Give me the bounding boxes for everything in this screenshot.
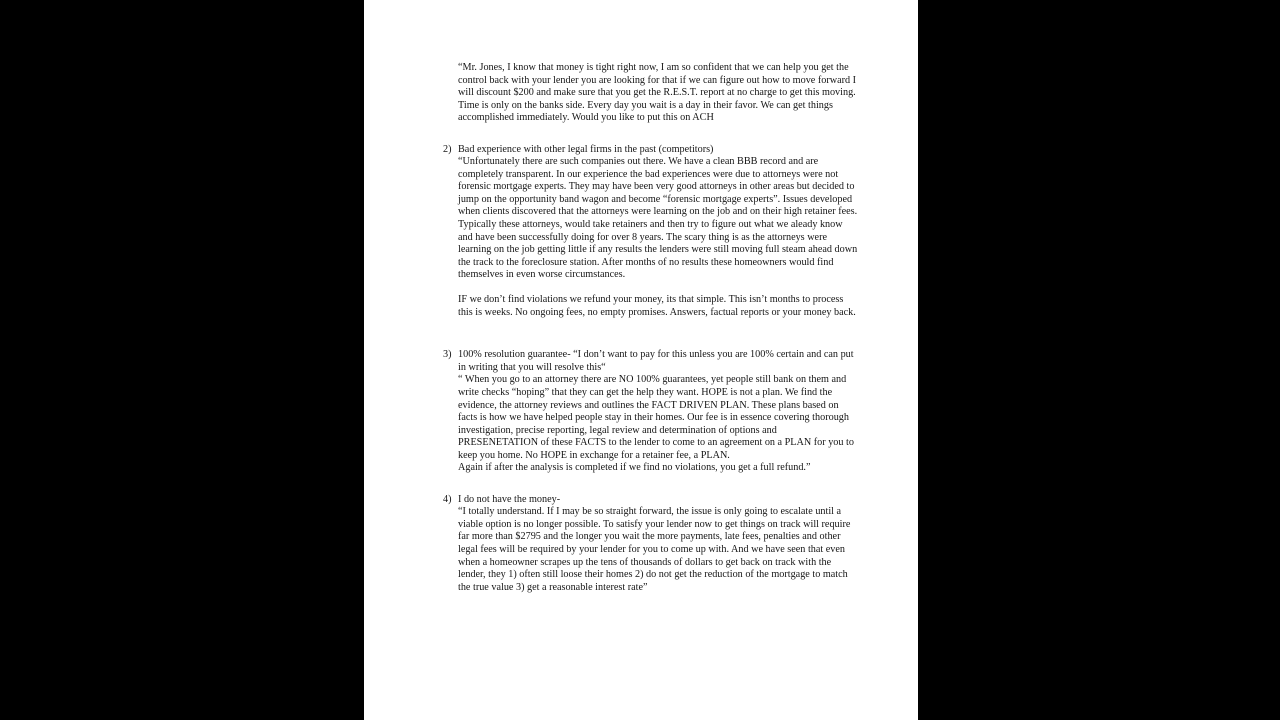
list-item-4 xyxy=(443,494,858,594)
paragraph-intro-quote: “Mr. Jones, I know that money is tight right now, I am so confident that we can help you get the control back with your lender you are looking for that if we can figure out how to move forward I will discount $200 and make sure that you get the R.E.S.T. report at no charge to get this moving. Time is only on the banks side. Every day you wait is a day in their favor. We can get things accomplished immediately. Would you like to put this on ACH xyxy=(458,62,857,124)
list-item-2-refund-note: IF we don’t find violations we refund your money, its that simple. This isn’t months to process this is weeks. No ongoing fees, no empty promises. Answers, factual reports or your money back. xyxy=(458,294,856,318)
list-item-3-body: “ When you go to an attorney there are NO 100% guarantees, yet people still bank on them and write checks “hoping” that they can get the help they want. HOPE is not a plan. We find the evidence, the attorney reviews and outlines the FACT DRIVEN PLAN. These plans based on facts is how we have helped people stay in their homes. Our fee is in essence covering thorough investigation, precise reporting, legal review and determination of options and PRESENETATION of these FACTS to the lender to come to an agreement on a PLAN for you to keep you home. No HOPE in exchange for a retainer fee, a PLAN. xyxy=(458,374,854,461)
list-marker-4: 4) xyxy=(443,493,452,505)
list-item-3-closing: Again if after the analysis is completed if we find no violations, you get a full refund.” xyxy=(458,462,811,474)
list-item-3 xyxy=(443,349,858,474)
list-marker-2: 2) xyxy=(443,143,452,155)
list-item-3-heading: 100% resolution guarantee- “I don’t want to pay for this unless you are 100% certain and can put in writing that you will resolve this“ xyxy=(458,349,854,373)
page-text-content xyxy=(443,62,858,594)
list-item-2 xyxy=(443,144,858,320)
list-marker-3: 3) xyxy=(443,349,452,361)
document-page xyxy=(364,0,918,720)
list-item-2-body: “Unfortunately there are such companies out there. We have a clean BBB record and are completely transparent. In our experience the bad experiences were due to attorneys were not forensic mortgage experts. They may have been very good attorneys in other areas but decided to jump on the opportunity band wagon and become “forensic mortgage experts”. Issues developed when clients discovered that the attorneys were learning on the job and on their high retainer fees. Typically these attorneys, would take retainers and then try to figure out what we aleady know and have been successfully doing for over 8 years. The scary thing is as the attorneys were learning on the job getting little if any results the lenders were still moving full steam ahead down the track to the foreclosure station. After months of no results these homeowners would find themselves in even worse circumstances. xyxy=(458,156,858,281)
list-item-4-body: “I totally understand. If I may be so straight forward, the issue is only going to escalate until a viable option is no longer possible. To satisfy your lender now to get things on track will require far more than $2795 and the longer you wait the more payments, late fees, penalties and other legal fees will be required by your lender for you to come up with. And we have seen that even when a homeowner scrapes up the tens of thousands of dollars to get back on track with the lender, they 1) often still loose their homes 2) do not get the reduction of the mortgage to match the true value 3) get a reasonable interest rate” xyxy=(458,506,851,593)
list-item-2-heading: Bad experience with other legal firms in the past (competitors) xyxy=(458,143,714,155)
paragraph-spacer xyxy=(458,282,858,295)
list-item-4-heading: I do not have the money- xyxy=(458,493,561,505)
